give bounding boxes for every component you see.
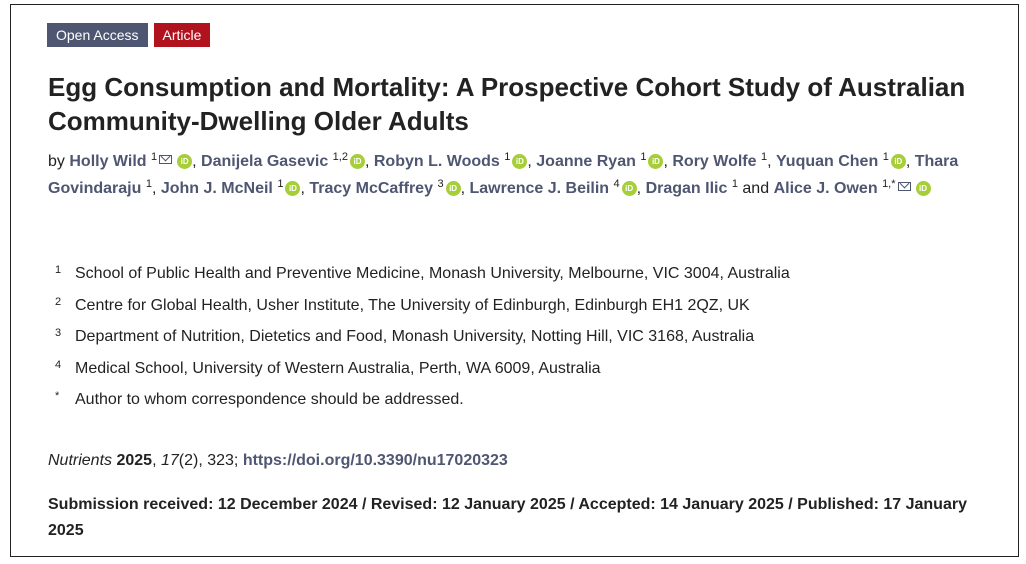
author-name[interactable]: John J. McNeil — [160, 180, 273, 197]
author-affiliation-ref: 1,* — [882, 178, 896, 190]
orcid-icon[interactable]: iD — [350, 154, 365, 169]
journal-name: Nutrients — [48, 452, 113, 469]
affiliation-text: Department of Nutrition, Dietetics and Food, Monash University, Notting Hill, VIC 3168, Australia — [75, 328, 755, 345]
affiliation-item — [55, 258, 790, 290]
author-affiliation-ref: 1 — [731, 178, 738, 190]
citation-issue-pages: (2), 323; — [178, 452, 239, 469]
affiliation-item — [55, 384, 790, 416]
affiliation-number: 4 — [55, 358, 62, 371]
badge-group — [47, 23, 210, 47]
orcid-icon[interactable]: iD — [622, 181, 637, 196]
author-affiliation-ref: 1,2 — [332, 151, 348, 163]
orcid-icon[interactable]: iD — [891, 154, 906, 169]
citation-volume: 17 — [160, 452, 179, 469]
author-and: and — [742, 180, 770, 197]
author-separator: , — [192, 153, 197, 170]
affiliation-number: 2 — [55, 295, 62, 308]
author-name[interactable]: Alice J. Owen — [773, 180, 878, 197]
affiliation-item — [55, 290, 790, 322]
orcid-icon[interactable]: iD — [177, 154, 192, 169]
author-name[interactable]: Dragan Ilic — [645, 180, 728, 197]
authors-container — [48, 153, 958, 197]
publication-dates: Submission received: 12 December 2024 / Revised: 12 January 2025 / Accepted: 14 January 2025 / Published: 17 January 2025 — [48, 496, 967, 539]
author-affiliation-ref: 3 — [437, 178, 444, 190]
author-separator: , — [636, 180, 642, 197]
author-list — [48, 148, 998, 202]
affiliation-text: Author to whom correspondence should be addressed. — [75, 391, 464, 408]
citation-year: 2025 — [116, 452, 153, 469]
author-separator: , — [527, 153, 532, 170]
author-separator: , — [300, 180, 305, 197]
author-affiliation-ref: 1 — [277, 178, 284, 190]
author-affiliation-ref: 1 — [145, 178, 152, 190]
orcid-icon[interactable]: iD — [285, 181, 300, 196]
author-separator: , — [767, 153, 772, 170]
author-affiliation-ref: 1 — [760, 151, 768, 163]
orcid-icon[interactable]: iD — [648, 154, 663, 169]
author-name[interactable]: Rory Wolfe — [672, 153, 757, 170]
affiliation-number: * — [55, 390, 60, 402]
affiliation-text: School of Public Health and Preventive Medicine, Monash University, Melbourne, VIC 3004, Australia — [75, 265, 790, 282]
author-name[interactable]: Lawrence J. Beilin — [469, 180, 610, 197]
affiliation-number: 3 — [55, 327, 62, 339]
author-name[interactable]: Robyn L. Woods — [373, 153, 500, 170]
doi-link[interactable]: https://doi.org/10.3390/nu17020323 — [242, 452, 508, 469]
author-name[interactable]: Danijela Gasevic — [201, 153, 329, 170]
author-name[interactable]: Tracy McCaffrey — [309, 180, 433, 197]
byline-prefix: by — [48, 153, 65, 170]
author-affiliation-ref: 1 — [640, 151, 647, 163]
author-separator: , — [905, 153, 911, 170]
author-separator: , — [460, 180, 466, 197]
author-affiliation-ref: 1 — [882, 151, 889, 163]
affiliation-list — [55, 258, 790, 416]
author-separator: , — [663, 153, 668, 170]
orcid-icon[interactable]: iD — [446, 181, 461, 196]
email-icon[interactable] — [898, 182, 911, 191]
orcid-icon[interactable]: iD — [916, 181, 931, 196]
article-title: Egg Consumption and Mortality: A Prospective Cohort Study of Australian Community-Dwelling Older Adults — [48, 72, 966, 136]
author-affiliation-ref: 1 — [151, 151, 158, 163]
orcid-icon[interactable]: iD — [512, 154, 527, 169]
author-separator: , — [151, 180, 157, 197]
author-affiliation-ref: 4 — [613, 178, 620, 190]
affiliation-number: 1 — [55, 264, 62, 276]
affiliation-item — [55, 321, 790, 353]
author-separator: , — [364, 153, 370, 170]
affiliation-item — [55, 353, 790, 385]
author-name[interactable]: Yuquan Chen — [776, 153, 879, 170]
author-name[interactable]: Holly Wild — [69, 153, 147, 170]
affiliation-text: Medical School, University of Western Australia, Perth, WA 6009, Australia — [75, 359, 601, 377]
article-type-badge[interactable]: Article — [154, 23, 211, 47]
affiliation-text: Centre for Global Health, Usher Institute, The University of Edinburgh, Edinburgh EH1 2QZ, UK — [75, 296, 750, 314]
open-access-badge[interactable]: Open Access — [47, 23, 148, 47]
author-affiliation-ref: 1 — [504, 151, 511, 163]
author-name[interactable]: Joanne Ryan — [536, 153, 636, 170]
author-name[interactable]: Thara Govindaraju — [48, 153, 959, 197]
citation-line: Nutrients 2025, 17(2), 323; https://doi.org/10.3390/nu17020323 — [48, 452, 508, 469]
email-icon[interactable] — [159, 155, 172, 164]
